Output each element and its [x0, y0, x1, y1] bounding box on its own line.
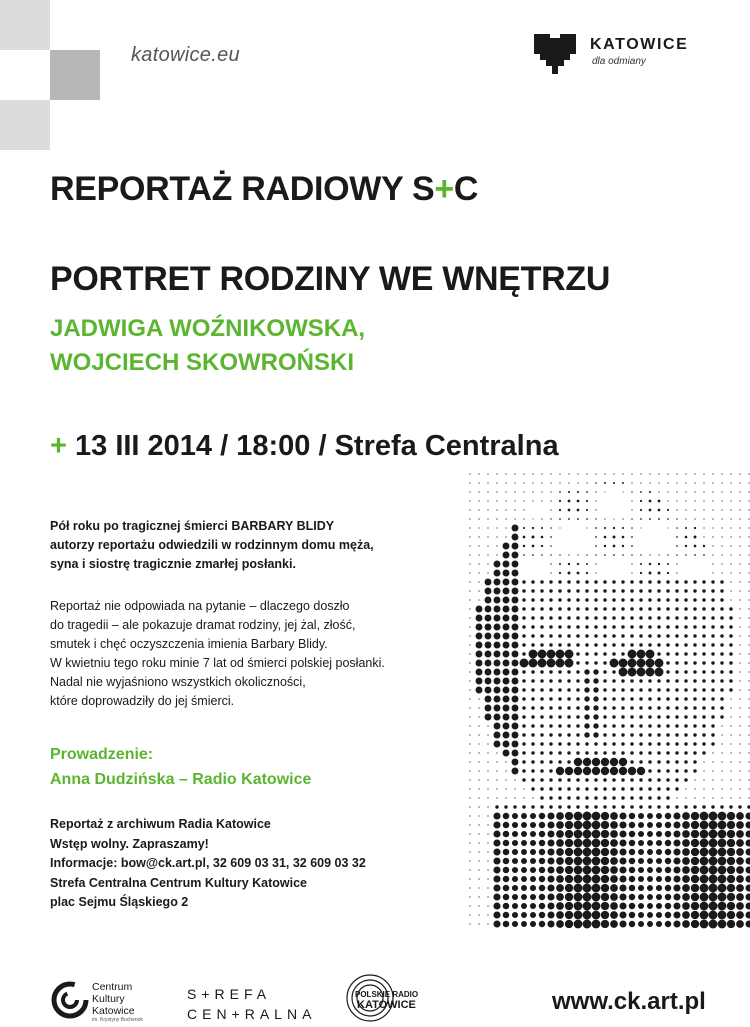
description-line: W kwietniu tego roku minie 7 lat od śmierci polskiej posłanki. [50, 656, 385, 670]
strefa-centralna-logo [187, 984, 316, 1024]
host-label: Prowadzenie: [50, 746, 154, 763]
site-url[interactable]: katowice.eu [131, 44, 240, 66]
footer-url-link[interactable]: www.ck.art.pl [552, 988, 706, 1015]
ck-line: Centrum [92, 981, 133, 993]
lead-line-3: syna i siostrę tragicznie zmarłej posłanki. [50, 557, 296, 571]
info-line: Wstęp wolny. Zapraszamy! [50, 836, 209, 851]
prk-line-1: POLSKIE RADIO [355, 990, 419, 999]
info-line: Strefa Centralna Centrum Kultury Katowice [50, 875, 307, 890]
author-2: WOJCIECH SKOWROŃSKI [50, 349, 355, 376]
info-line: Informacje: bow@ck.art.pl, 32 609 03 31, 32 609 03 32 [50, 856, 366, 870]
headline-plus: + [434, 170, 454, 208]
info-line: Reportaż z archiwum Radia Katowice [50, 817, 271, 831]
centrum-kultury-logo [50, 977, 170, 1027]
prk-line-2: KATOWICE [357, 999, 416, 1011]
info-line: plac Sejmu Śląskiego 2 [50, 895, 189, 909]
date-text: 13 III 2014 / 18:00 / Strefa Centralna [75, 430, 559, 462]
lead-pre: Pół roku po tragicznej śmierci [50, 519, 232, 533]
description-line: smutek i chęć oczyszczenia imienia Barbary Blidy. [50, 637, 328, 651]
corner-square-2 [50, 50, 100, 100]
author-1: JADWIGA WOŹNIKOWSKA, [50, 315, 366, 342]
event-authors [50, 312, 365, 380]
host-name: Anna Dudzińska – Radio Katowice [50, 771, 312, 788]
description-line: które doprowadziły do jej śmierci. [50, 694, 235, 708]
heart-logo-icon [530, 30, 580, 78]
logo-word: KATOWICE [590, 36, 689, 53]
lead-name: BARBARY BLIDY [231, 519, 335, 533]
headline-prefix: REPORTAŻ RADIOWY S [50, 170, 435, 208]
lead-line-2: autorzy reportażu odwiedzili w rodzinnym domu męża, [50, 538, 374, 552]
ck-line: Kultury [92, 993, 125, 1005]
headline [50, 170, 478, 209]
logo-tagline: dla odmiany [592, 56, 646, 67]
host-block [50, 742, 311, 792]
date-plus: + [50, 430, 67, 462]
description-line: Nadal nie wyjaśniono wszystkich okoliczności, [50, 675, 306, 689]
polskie-radio-katowice-logo [345, 973, 435, 1023]
description-line: Reportaż nie odpowiada na pytanie – dlaczego doszło [50, 599, 350, 613]
event-title: PORTRET RODZINY WE WNĘTRZU [50, 260, 611, 298]
ck-name [92, 981, 135, 1017]
lead-paragraph [50, 517, 374, 574]
ck-line: Katowice [92, 1005, 135, 1017]
corner-square-1 [0, 0, 50, 50]
katowice-logo [530, 30, 700, 80]
description-line: do tragedii – ale pokazuje dramat rodziny, jej żal, złość, [50, 618, 356, 632]
halftone-portrait-image [430, 470, 750, 930]
ck-subtitle: im. Krystyny Bochenek [92, 1017, 143, 1023]
ck-swirl-icon [50, 980, 90, 1020]
headline-suffix: C [453, 170, 479, 208]
strefa-line-2: CEN+RALNA [187, 1006, 317, 1022]
info-block [50, 815, 366, 913]
strefa-line-1: S+REFA [187, 986, 272, 1002]
corner-square-3 [0, 100, 50, 150]
event-date [50, 430, 559, 463]
description-paragraph [50, 597, 385, 711]
